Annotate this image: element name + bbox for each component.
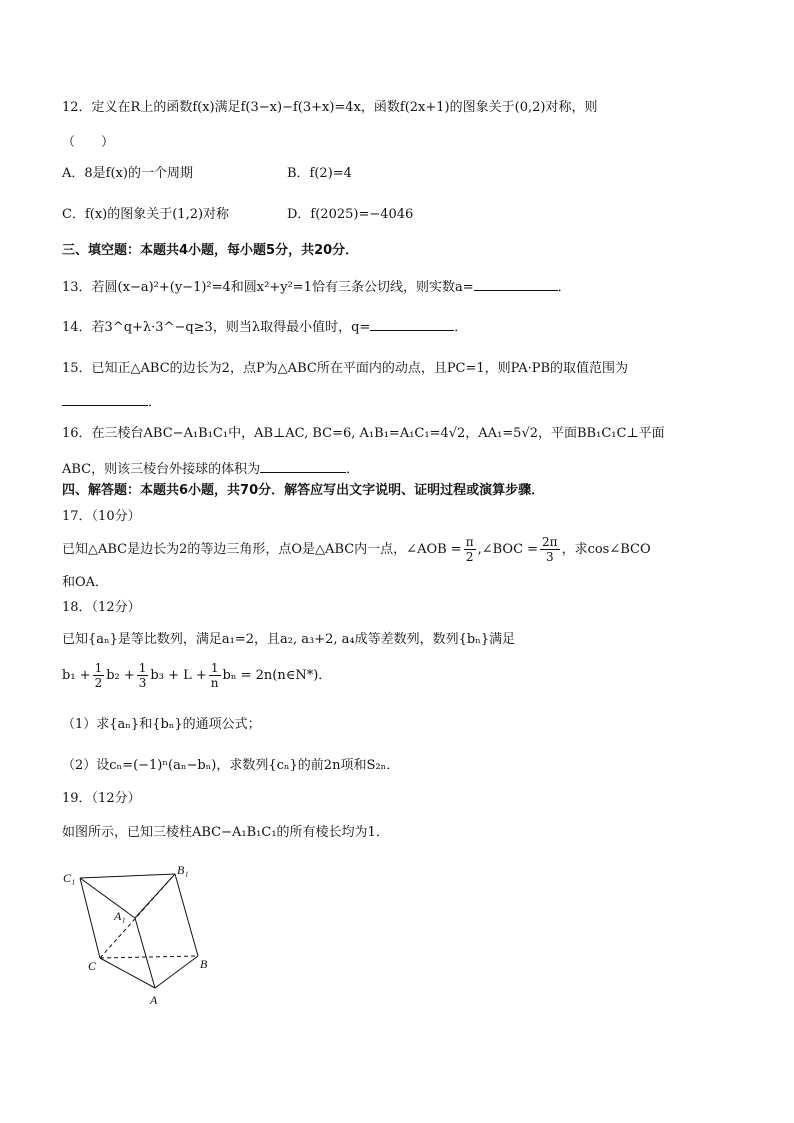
q17-fraction-2 [540,535,560,564]
q12-option-c: C．f(x)的图象关于(1,2)对称 [62,207,230,222]
q15-answer [62,391,161,412]
q17-line-2: 和OA． [62,575,109,590]
q19-number: 19．（12分） [62,791,141,806]
q13-blank [474,276,558,291]
q13 [62,276,571,297]
edge-c-b-hidden [100,956,198,958]
q14-blank [370,316,454,331]
q17-fraction-1-num: π [465,535,474,549]
label-c1: C₁ [63,871,76,885]
q17-text-1: 已知△ABC是边长为2的等边三角形，点O是△ABC内一点，∠AOB = [62,542,462,557]
q16-line-2 [62,458,359,479]
q17-fraction-2-num: 2π [542,535,558,549]
q17-fraction-2-den: 3 [545,550,554,564]
label-b: B [200,957,208,971]
q18-part-2: （2）设cₙ=(−1)ⁿ(aₙ−bₙ)，求数列{cₙ}的前2n项和S₂ₙ． [62,758,400,773]
q18-frac-b-den: 3 [138,676,147,690]
label-a: A [150,993,158,1007]
edge-a-b [155,956,198,988]
q18-part-1: （1）求{aₙ}和{bₙ}的通项公式； [62,717,261,732]
q16-end: ． [346,462,360,477]
q14-text: 14．若3^q+λ·3^−q≥3，则当λ取得最小值时，q= [62,320,371,335]
q15-blank [62,391,148,406]
q13-end: ． [557,280,571,295]
q14-end: ． [454,320,468,335]
q15-text: 15．已知正△ABC的边长为2，点P为△ABC所在平面内的动点，且PC=1，则PA·PB的取值范围为 [62,361,629,376]
q19-line-1: 如图所示，已知三棱柱ABC−A₁B₁C₁的所有棱长均为1． [62,825,389,840]
q18-frac-b [137,661,149,690]
q14 [62,316,467,337]
q18-eq-4: bₙ = 2n(n∈N*)． [222,668,332,683]
q18-eq-2: b₂ + [106,668,135,683]
q17-fraction-1-den: 2 [465,550,474,564]
q18-frac-a-den: 2 [94,676,103,690]
edge-a1-a [135,918,155,988]
q12-paren: （ ） [62,135,115,150]
q18-frac-b-num: 1 [138,661,147,675]
q18-frac-c [209,661,221,690]
q17-text-2: ,∠BOC = [477,542,539,557]
q18-frac-a [93,661,105,690]
edge-c-a [100,958,155,988]
edge-b1-b [175,874,198,956]
q18-number: 18．（12分） [62,600,141,615]
section-4-heading: 四、解答题：本题共6小题，共70分．解答应写出文字说明、证明过程或演算步骤． [62,483,545,498]
q12-option-b: B．f(2)=4 [287,166,352,181]
q12-option-d: D．f(2025)=−4046 [287,207,414,222]
label-c: C [88,959,97,973]
q18-eq-1: b₁ + [62,668,91,683]
q13-text: 13．若圆(x−a)²+(y−1)²=4和圆x²+y²=1恰有三条公切线，则实数a= [62,280,474,295]
label-b1: B₁ [177,863,189,877]
q17-line-1 [62,532,651,568]
q18-frac-a-num: 1 [94,661,103,675]
q12-stem: 12．定义在R上的函数f(x)满足f(3−x)−f(3+x)=4x，函数f(2x+1)的图象关于(0,2)对称，则 [62,100,598,115]
q16-blank [260,458,346,473]
q17-text-3: ，求cos∠BCO [561,542,651,557]
section-3-heading: 三、填空题：本题共4小题，每小题5分，共20分． [62,243,359,258]
q16-text: ABC，则该三棱台外接球的体积为 [62,462,261,477]
q18-equation [62,658,331,694]
edge-a1-b1 [135,874,175,918]
q18-frac-c-num: 1 [209,661,221,676]
edge-c1-b1 [80,874,175,878]
q12-option-a: A．8是f(x)的一个周期 [62,166,193,181]
q18-frac-c-den: n [210,676,219,690]
q17-number: 17．（10分） [62,509,141,524]
prism-figure [55,860,225,1010]
q18-eq-3: b₃ + L + [150,668,207,683]
q18-line-1: 已知{aₙ}是等比数列，满足a₁=2，且a₂, a₃+2, a₄成等差数列，数列{bₙ}满足 [62,632,516,647]
q15-end: ． [148,395,162,410]
label-a1: A₁ [114,909,126,923]
q17-fraction-1 [464,535,476,564]
q16-line-1: 16．在三棱台ABC−A₁B₁C₁中，AB⊥AC, BC=6, A₁B₁=A₁C₁=4√2，AA₁=5√2，平面BB₁C₁C⊥平面 [62,426,665,441]
